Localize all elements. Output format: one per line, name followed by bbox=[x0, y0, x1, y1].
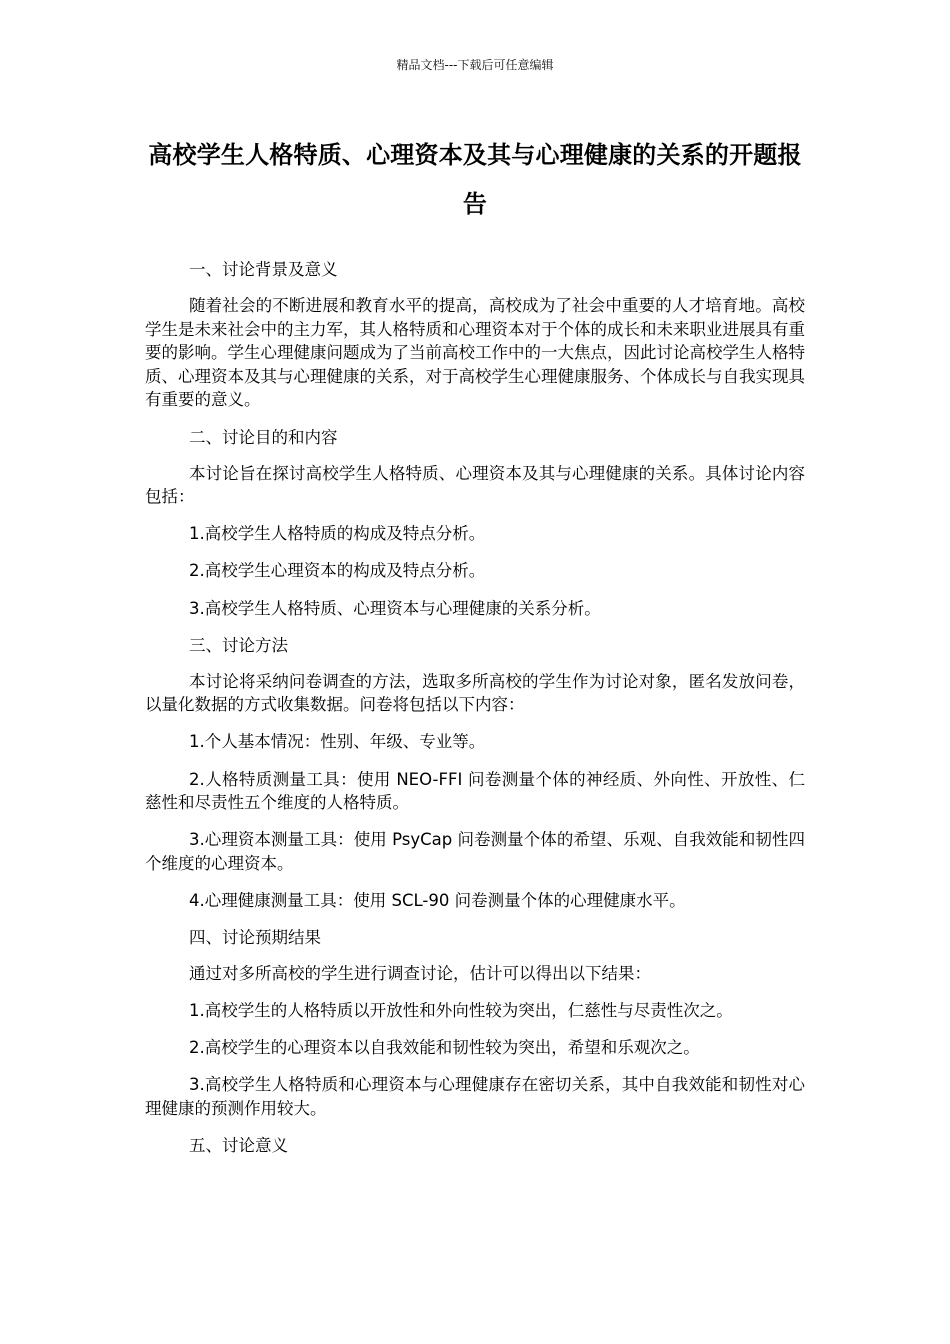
paragraph-method: 本讨论将采纳问卷调查的方法，选取多所高校的学生作为讨论对象，匿名发放问卷，以量化数据的方式收集数据。问卷将包括以下内容： bbox=[145, 671, 805, 715]
list-item: 3.高校学生人格特质、心理资本与心理健康的关系分析。 bbox=[189, 598, 601, 618]
list-item: 4.心理健康测量工具：使用 SCL-90 问卷测量个体的心理健康水平。 bbox=[189, 890, 686, 910]
list-item: 3.高校学生人格特质和心理资本与心理健康存在密切关系，其中自我效能和韧性对心理健康的预测作用较大。 bbox=[145, 1075, 805, 1118]
paragraph-results: 通过对多所高校的学生进行调查讨论，估计可以得出以下结果： bbox=[189, 964, 651, 984]
section-heading-background: 一、讨论背景及意义 bbox=[189, 260, 338, 279]
list-item: 1.高校学生的人格特质以开放性和外向性较为突出，仁慈性与尽责性次之。 bbox=[189, 1001, 733, 1021]
header-note: 精品文档---下载后可任意编辑 bbox=[396, 58, 554, 72]
section-heading-significance: 五、讨论意义 bbox=[189, 1136, 288, 1156]
document-title: 高校学生人格特质、心理资本及其与心理健康的关系的开题报告 bbox=[148, 141, 802, 218]
paragraph-purpose: 本讨论旨在探讨高校学生人格特质、心理资本及其与心理健康的关系。具体讨论内容包括： bbox=[145, 463, 805, 507]
list-item: 2.人格特质测量工具：使用 NEO-FFI 问卷测量个体的神经质、外向性、开放性、仁慈性和尽责性五个维度的人格特质。 bbox=[145, 769, 805, 813]
list-item: 3.心理资本测量工具：使用 PsyCap 问卷测量个体的希望、乐观、自我效能和韧性四个维度的心理资本。 bbox=[145, 830, 805, 873]
section-heading-results: 四、讨论预期结果 bbox=[189, 927, 321, 947]
paragraph-background: 随着社会的不断进展和教育水平的提高，高校成为了社会中重要的人才培育地。高校学生是未来社会中的主力军，其人格特质和心理资本对于个体的成长和未来职业进展具有重要的影响。学生心理健康问题成为了当前高校工作中的一大焦点，因此讨论高校学生人格特质、心理资本及其与心理健康的关系，对于高校学生心理健康服务、个体成长与自我实现具有重要的意义。 bbox=[145, 296, 805, 410]
section-heading-method: 三、讨论方法 bbox=[189, 635, 288, 655]
list-item: 2.高校学生的心理资本以自我效能和韧性较为突出，希望和乐观次之。 bbox=[189, 1038, 700, 1058]
list-item: 2.高校学生心理资本的构成及特点分析。 bbox=[189, 561, 486, 581]
list-item: 1.个人基本情况：性别、年级、专业等。 bbox=[189, 732, 486, 752]
section-heading-purpose: 二、讨论目的和内容 bbox=[189, 427, 338, 447]
document-body bbox=[145, 258, 805, 1170]
list-item: 1.高校学生人格特质的构成及特点分析。 bbox=[189, 524, 486, 544]
